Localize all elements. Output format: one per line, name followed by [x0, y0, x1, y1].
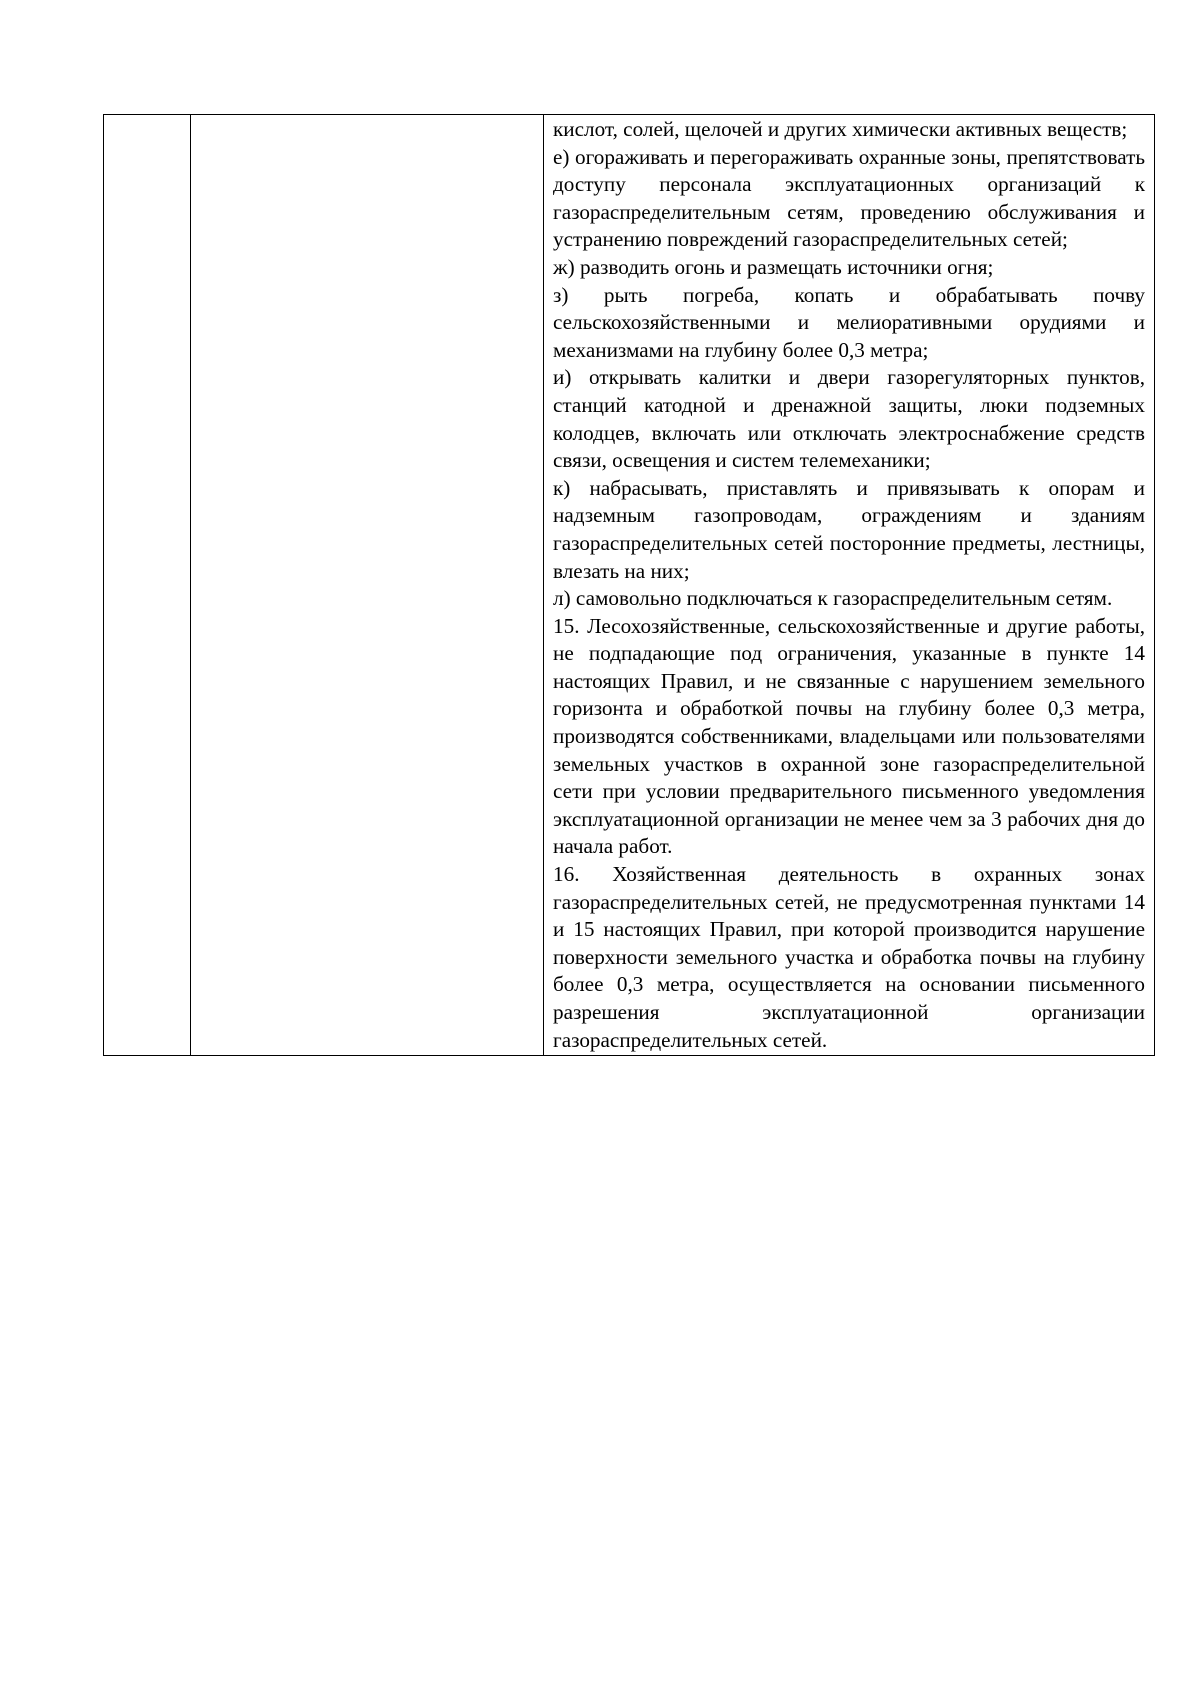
cell-title-text [191, 115, 543, 117]
paragraph: 16. Хозяйственная деятельность в охранных зонах газораспределительных сетей, не предусмотренная пунктами 14 и 15 настоящих Правил, при которой производится нарушение поверхности земельного участка и обработка почвы на глубину более 0,3 метра, осуществляется на основании письменного разрешения эксплуатационной организации газораспределительных сетей. [553, 862, 1145, 1052]
paragraph: ж) разводить огонь и размещать источники огня; [553, 254, 994, 279]
paragraph: з) рыть погреба, копать и обрабатывать почву сельскохозяйственными и мелиоративными орудиями и механизмами на глубину более 0,3 метра; [553, 282, 1145, 362]
paragraph: 15. Лесохозяйственные, сельскохозяйственные и другие работы, не подпадающие под ограничения, указанные в пункте 14 настоящих Правил, и не связанные с нарушением земельного горизонта и обработкой почвы на глубину более 0,3 метра, производятся собственниками, владельцами или пользователями земельных участков в охранной зоне газораспределительной сети при условии предварительного письменного уведомления эксплуатационной организации не менее чем за 3 рабочих дня до начала работ. [553, 613, 1145, 859]
table-cell-number [104, 115, 191, 1056]
table-cell-content [544, 115, 1155, 1056]
paragraph: е) огораживать и перегораживать охранные зоны, препятствовать доступу персонала эксплуатационных организаций к газораспределительным сетям, проведению обслуживания и устранению повреждений газораспределительных сетей; [553, 144, 1145, 252]
paragraph: и) открывать калитки и двери газорегуляторных пунктов, станций катодной и дренажной защиты, люки подземных колодцев, включать или отключать электроснабжение средств связи, освещения и систем телемеханики; [553, 365, 1145, 473]
paragraph: к) набрасывать, приставлять и привязывать к опорам и надземным газопроводам, ограждениям и зданиям газораспределительных сетей посторонние предметы, лестницы, влезать на них; [553, 475, 1145, 583]
paragraph: кислот, солей, щелочей и других химически активных веществ; [553, 117, 1128, 141]
paragraph: л) самовольно подключаться к газораспределительным сетям. [553, 586, 1113, 611]
document-table [103, 114, 1155, 1056]
cell-number-text [104, 115, 190, 117]
cell-content-text [544, 115, 1154, 1055]
table-row [104, 115, 1155, 1056]
table-cell-title [191, 115, 544, 1056]
